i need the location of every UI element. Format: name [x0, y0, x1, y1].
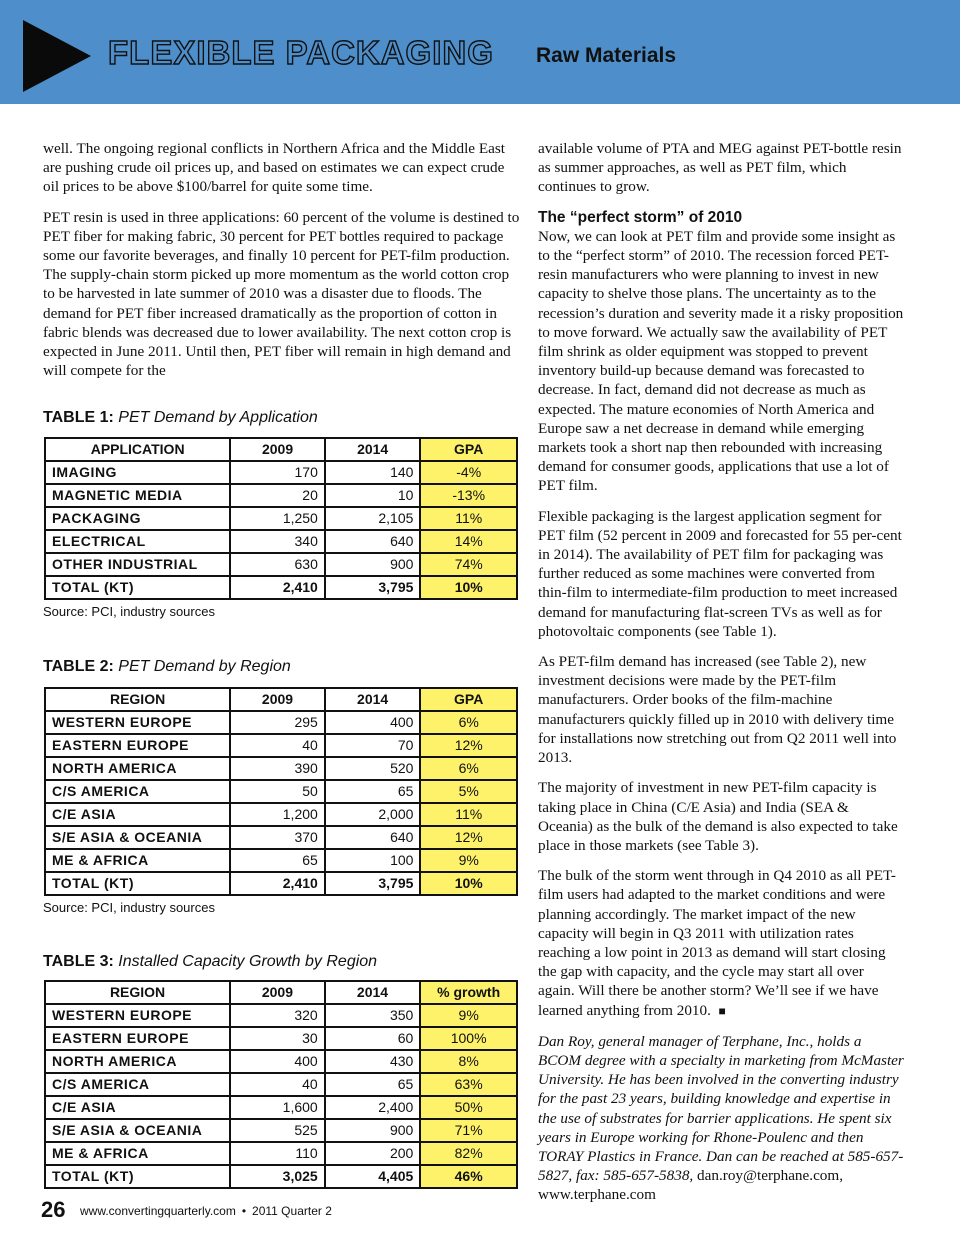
table1-label: TABLE 1:: [43, 409, 114, 426]
table2-cell: 400: [325, 711, 421, 734]
table2-cell: 50: [230, 780, 325, 803]
left-paragraph-1: well. The ongoing regional conflicts in Northern Africa and the Middle East are pushing crude oil prices up, and based on estimates we can expect crude oil prices to be above $100/barrel for quite some time.: [43, 140, 505, 196]
table2-row: [45, 803, 517, 826]
table3: [44, 980, 518, 1189]
table3-cell: 82%: [420, 1142, 517, 1165]
table2-header-label: REGION: [45, 688, 230, 711]
table1-cell: 630: [230, 553, 325, 576]
table3-cell: 65: [325, 1073, 421, 1096]
table3-cell: 900: [325, 1119, 421, 1142]
table3-row: [45, 1050, 517, 1073]
table3-caption: Installed Capacity Growth by Region: [118, 953, 378, 970]
table3-cell: C/E ASIA: [45, 1096, 230, 1119]
table3-cell: 110: [230, 1142, 325, 1165]
table3-cell: 60: [325, 1027, 421, 1050]
table2-cell: 12%: [420, 826, 517, 849]
table3-cell: 100%: [420, 1027, 517, 1050]
table2-cell: 520: [325, 757, 421, 780]
table2-grid: [44, 687, 518, 896]
table1-cell: OTHER INDUSTRIAL: [45, 553, 230, 576]
table2-cell: 65: [325, 780, 421, 803]
section-heading: The “perfect storm” of 2010: [538, 208, 743, 226]
table2-label: TABLE 2:: [43, 658, 114, 675]
table1-grid: [44, 437, 518, 600]
table1-cell: 1,250: [230, 507, 325, 530]
table1-cell: PACKAGING: [45, 507, 230, 530]
table1-cell: 2,410: [230, 576, 325, 599]
table3-header-label: REGION: [45, 981, 230, 1004]
table1-cell: 11%: [420, 507, 517, 530]
table3-cell: 8%: [420, 1050, 517, 1073]
right-paragraph-6-text: The bulk of the storm went through in Q4 2010 as all PET-film users had adapted to the market conditions and were planning accordingly. The market impact of the new capacity will begin in Q3 2011 with utilization rates reaching a low point in 2013 as demand will start closing the gap with capacity, and the cycle may start all over again. Will there be another storm? We’ll see if we have learned anything from 2010.: [538, 867, 896, 1019]
table3-header-year-2: 2014: [325, 981, 421, 1004]
table2-header-year-2: 2014: [325, 688, 421, 711]
table3-row: [45, 1027, 517, 1050]
end-square-icon: ■: [718, 1003, 726, 1018]
table2-cell: 370: [230, 826, 325, 849]
table3-cell: 525: [230, 1119, 325, 1142]
footer: [80, 1205, 332, 1217]
section-title: FLEXIBLE PACKAGING: [108, 34, 494, 71]
table3-cell: 50%: [420, 1096, 517, 1119]
table1-cell: -4%: [420, 461, 517, 484]
table3-cell: 63%: [420, 1073, 517, 1096]
table3-row: [45, 1096, 517, 1119]
table1-header-label: APPLICATION: [45, 438, 230, 461]
table1-source: Source: PCI, industry sources: [43, 604, 215, 619]
author-bio-text: Dan Roy, general manager of Terphane, Inc., holds a BCOM degree with a specialty in marketing from McMaster University. He has been involved in the converting industry for the past 23 years, building knowledge and expertise in the use of substrates for barrier applications. He spent six years in Europe working for Rhone-Poulenc and then TORAY Plastics in France. Dan can be reached at 585-657-5827, fax: 585-657-5838,: [538, 1032, 904, 1185]
footer-separator: •: [241, 1204, 247, 1218]
table3-cell: S/E ASIA & OCEANIA: [45, 1119, 230, 1142]
author-bio: [538, 1032, 904, 1205]
table2-row: [45, 757, 517, 780]
table1-header-row: [45, 438, 517, 461]
table1-cell: 340: [230, 530, 325, 553]
section-subtitle: Raw Materials: [536, 44, 677, 67]
table3-cell: 2,400: [325, 1096, 421, 1119]
table2-cell: 2,410: [230, 872, 325, 895]
table3-row: [45, 1165, 517, 1188]
table3-row: [45, 1142, 517, 1165]
table2-header-row: [45, 688, 517, 711]
table1-header-year-2: 2014: [325, 438, 421, 461]
table2-cell: 40: [230, 734, 325, 757]
table2-cell: 5%: [420, 780, 517, 803]
table2: [44, 687, 518, 896]
table2-header-year-1: 2009: [230, 688, 325, 711]
right-paragraph-1: available volume of PTA and MEG against PET-bottle resin as summer approaches, as well as PET film, which continues to grow.: [538, 140, 902, 196]
play-arrow-icon: [23, 20, 91, 92]
table1-cell: 3,795: [325, 576, 421, 599]
table3-cell: 350: [325, 1004, 421, 1027]
table1-row: [45, 461, 517, 484]
table2-cell: 1,200: [230, 803, 325, 826]
table2-cell: TOTAL (KT): [45, 872, 230, 895]
table3-header-row: [45, 981, 517, 1004]
table1-cell: IMAGING: [45, 461, 230, 484]
table3-cell: 40: [230, 1073, 325, 1096]
table1-row: [45, 576, 517, 599]
table2-cell: 100: [325, 849, 421, 872]
table1-cell: ELECTRICAL: [45, 530, 230, 553]
table1-cell: TOTAL (KT): [45, 576, 230, 599]
table3-cell: C/S AMERICA: [45, 1073, 230, 1096]
table2-title: [43, 659, 291, 675]
table2-cell: 2,000: [325, 803, 421, 826]
right-paragraph-5: The majority of investment in new PET-film capacity is taking place in China (C/E Asia) and India (SEA & Oceania) as the bulk of the demand is also expected to take place in those markets (see Table 3).: [538, 779, 898, 854]
table3-cell: 46%: [420, 1165, 517, 1188]
table3-cell: WESTERN EUROPE: [45, 1004, 230, 1027]
table2-cell: C/S AMERICA: [45, 780, 230, 803]
table3-cell: 1,600: [230, 1096, 325, 1119]
table1: [44, 437, 518, 600]
table3-cell: 200: [325, 1142, 421, 1165]
footer-website[interactable]: www.convertingquarterly.com: [80, 1204, 236, 1218]
table1-row: [45, 507, 517, 530]
table3-row: [45, 1073, 517, 1096]
table1-cell: 2,105: [325, 507, 421, 530]
table1-cell: 20: [230, 484, 325, 507]
table2-cell: EASTERN EUROPE: [45, 734, 230, 757]
table2-cell: 640: [325, 826, 421, 849]
table3-cell: 4,405: [325, 1165, 421, 1188]
right-paragraph-4: As PET-film demand has increased (see Table 2), new investment decisions were made by the PET-film manufacturers. Order books of the film-machine manufacturers quickly filled up in 2010 with delivery time for installations now stretching out from Q2 2011 well into 2013.: [538, 653, 897, 767]
table2-row: [45, 734, 517, 757]
table1-row: [45, 530, 517, 553]
table1-row: [45, 484, 517, 507]
table1-header-rate: GPA: [420, 438, 517, 461]
table3-label: TABLE 3:: [43, 953, 114, 970]
table2-cell: 10%: [420, 872, 517, 895]
header-band: [0, 0, 960, 104]
table2-cell: C/E ASIA: [45, 803, 230, 826]
table1-cell: 10: [325, 484, 421, 507]
right-paragraph-6: [538, 866, 904, 1021]
table3-header-rate: % growth: [420, 981, 517, 1004]
right-paragraph-3: Flexible packaging is the largest application segment for PET film (52 percent in 2009 and forecasted for 55 per-cent in 2014). The availability of PET film for packaging was further reduced as some machines were converted from thin-film to intermediate-film production to meet increased demand for manufacturing flat-screen TVs as well as for photovoltaic components (see Table 1).: [538, 507, 902, 640]
table3-cell: 430: [325, 1050, 421, 1073]
table2-cell: ME & AFRICA: [45, 849, 230, 872]
table3-cell: ME & AFRICA: [45, 1142, 230, 1165]
table1-cell: MAGNETIC MEDIA: [45, 484, 230, 507]
table2-cell: 11%: [420, 803, 517, 826]
left-column: [43, 139, 520, 391]
table2-cell: 9%: [420, 849, 517, 872]
table2-cell: 3,795: [325, 872, 421, 895]
table3-cell: 400: [230, 1050, 325, 1073]
table2-cell: S/E ASIA & OCEANIA: [45, 826, 230, 849]
table3-cell: EASTERN EUROPE: [45, 1027, 230, 1050]
right-column: [538, 139, 904, 1216]
table1-cell: 170: [230, 461, 325, 484]
table3-cell: 71%: [420, 1119, 517, 1142]
footer-issue: 2011 Quarter 2: [252, 1204, 332, 1218]
table1-cell: 10%: [420, 576, 517, 599]
table1-caption: PET Demand by Application: [118, 409, 318, 426]
table2-cell: 390: [230, 757, 325, 780]
table2-cell: WESTERN EUROPE: [45, 711, 230, 734]
table1-title: [43, 410, 318, 426]
table3-cell: 3,025: [230, 1165, 325, 1188]
table3-header-year-1: 2009: [230, 981, 325, 1004]
table1-cell: 640: [325, 530, 421, 553]
table2-cell: 6%: [420, 711, 517, 734]
page-number: 26: [41, 1197, 66, 1222]
table3-row: [45, 1004, 517, 1027]
table1-cell: 900: [325, 553, 421, 576]
table1-header-year-1: 2009: [230, 438, 325, 461]
table2-source: Source: PCI, industry sources: [43, 900, 215, 915]
table2-cell: 65: [230, 849, 325, 872]
table2-cell: 70: [325, 734, 421, 757]
table2-cell: 295: [230, 711, 325, 734]
right-paragraph-2: Now, we can look at PET film and provide some insight as to the “perfect storm” of 2010. The recession forced PET-resin manufacturers who were planning to invest in new capacity to shelve those plans. The uncertainty as to the recession’s duration and severity made it a risky proposition to move forward. We actually saw the availability of PET film shrink as older equipment was stopped to prevent inventory build-up because demand was forecasted to decrease. In fact, demand did not decrease as much as expected. The mature economies of North America and Europe saw a net decrease in demand while emerging markets took a short nap then rebounded with increasing demand for consumer goods, applications that use a lot of PET film.: [538, 227, 904, 495]
table3-grid: [44, 980, 518, 1189]
left-paragraph-2: PET resin is used in three applications: 60 percent of the volume is destined to PET fiber for making fabric, 30 percent for PET bottles required to package some our favorite beverages, and finally 10 percent for PET-film production. The supply-chain storm picked up more momentum as the world cotton crop to be harvested in late summer of 2010 was a disaster due to floods. The demand for PET fiber increased dramatically as the proportion of cotton in fabric blends was decreased due to lower availability. The next cotton crop is expected in June 2011. Until then, PET fiber will remain in high demand and will compete for the: [43, 208, 520, 380]
table3-row: [45, 1119, 517, 1142]
table1-row: [45, 553, 517, 576]
table1-cell: -13%: [420, 484, 517, 507]
table2-row: [45, 780, 517, 803]
table2-caption: PET Demand by Region: [118, 658, 291, 675]
table2-header-rate: GPA: [420, 688, 517, 711]
table3-cell: NORTH AMERICA: [45, 1050, 230, 1073]
table3-cell: 320: [230, 1004, 325, 1027]
table1-cell: 74%: [420, 553, 517, 576]
table2-row: [45, 711, 517, 734]
table3-title: [43, 954, 377, 970]
table2-cell: 12%: [420, 734, 517, 757]
table1-cell: 140: [325, 461, 421, 484]
table1-cell: 14%: [420, 530, 517, 553]
table2-row: [45, 826, 517, 849]
table3-cell: 9%: [420, 1004, 517, 1027]
table3-cell: 30: [230, 1027, 325, 1050]
table2-cell: 6%: [420, 757, 517, 780]
table2-row: [45, 849, 517, 872]
table2-cell: NORTH AMERICA: [45, 757, 230, 780]
table2-row: [45, 872, 517, 895]
author-contact[interactable]: dan.roy@terphane.com, www.terphane.com: [538, 1167, 844, 1204]
table3-cell: TOTAL (KT): [45, 1165, 230, 1188]
